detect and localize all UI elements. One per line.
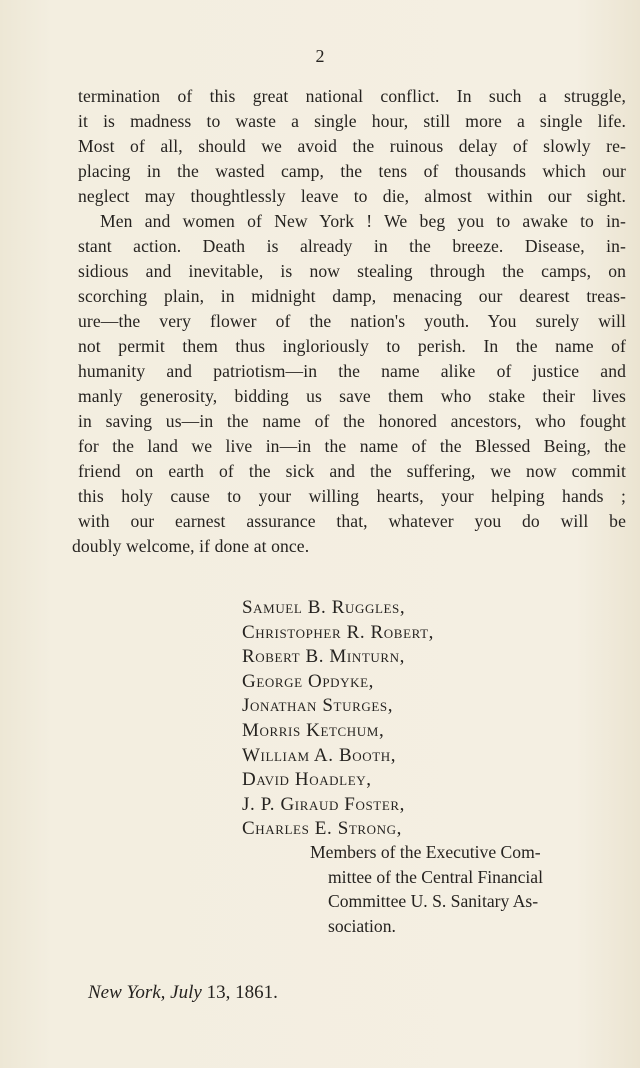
paragraph-line: Men and women of New York ! We beg you to awake to in- <box>100 211 626 231</box>
signatory-name: Morris Ketchum, <box>242 719 385 741</box>
page-number: 2 <box>315 46 325 66</box>
paragraph-line: stant action. Death is already in the breeze. Disease, in- <box>78 236 626 256</box>
paragraph-line: scorching plain, in midnight damp, menacing our dearest treas- <box>78 286 626 306</box>
paragraph-line: sidious and inevitable, is now stealing through the camps, on <box>78 261 626 281</box>
signatory-name: Charles E. Strong, <box>242 818 402 840</box>
paragraph-line: termination of this great national conflict. In such a struggle, <box>78 86 626 106</box>
signatory-name: William A. Booth, <box>242 744 397 766</box>
signatory-name: Christopher R. Robert, <box>242 621 434 643</box>
signatory-name: Jonathan Sturges, <box>242 695 394 717</box>
signatory-name: George Opdyke, <box>242 670 375 692</box>
dateline-date: 13, 1861. <box>201 982 278 1003</box>
appeal-paragraph <box>72 84 626 559</box>
committee-line: Committee U. S. Sanitary As- <box>328 891 539 912</box>
paragraph-line: with our earnest assurance that, whatever you do will be <box>78 511 626 531</box>
committee-line: Members of the Executive Com- <box>310 842 541 862</box>
paragraph-line: Most of all, should we avoid the ruinous delay of slowly re- <box>78 136 626 156</box>
dateline-place: New York, July <box>88 982 202 1003</box>
paragraph-line: this holy cause to your willing hearts, your helping hands ; <box>78 486 626 506</box>
signatory-name: David Hoadley, <box>242 769 372 791</box>
paragraph-line: doubly welcome, if done at once. <box>72 536 310 556</box>
paragraph-line: humanity and patriotism—in the name alike of justice and <box>78 361 626 381</box>
paragraph-line: for the land we live in—in the name of the Blessed Being, the <box>78 436 626 456</box>
paragraph-line: in saving us—in the name of the honored ancestors, who fought <box>78 411 626 431</box>
paragraph-line: it is madness to waste a single hour, still more a single life. <box>78 111 626 131</box>
signatory-name: Samuel B. Ruggles, <box>242 597 406 618</box>
paragraph-line: neglect may thoughtlessly leave to die, almost within our sight. <box>78 186 626 206</box>
signatory-name: Robert B. Minturn, <box>242 646 405 668</box>
signatory-list <box>242 596 622 842</box>
committee-line: sociation. <box>328 915 396 936</box>
signatory-name: J. P. Giraud Foster, <box>242 793 405 815</box>
committee-description <box>310 840 630 938</box>
paragraph-line: friend on earth of the sick and the suffering, we now commit <box>78 461 626 481</box>
paragraph-line: manly generosity, bidding us save them who stake their lives <box>78 386 626 406</box>
paragraph-line: ure—the very flower of the nation's youth. You surely will <box>78 311 626 331</box>
paragraph-line: placing in the wasted camp, the tens of thousands which our <box>78 161 626 181</box>
dateline <box>88 982 278 1004</box>
committee-line: mittee of the Central Financial <box>328 866 543 887</box>
paragraph-line: not permit them thus ingloriously to perish. In the name of <box>78 336 626 356</box>
